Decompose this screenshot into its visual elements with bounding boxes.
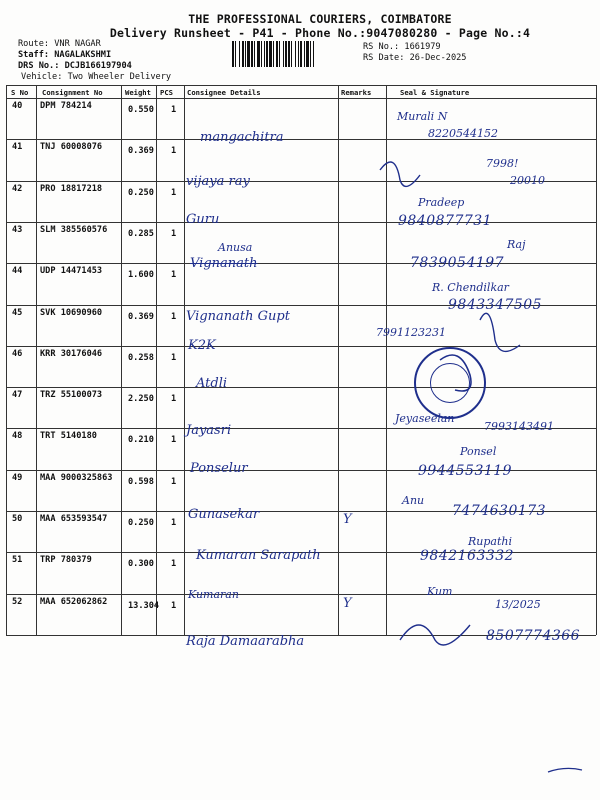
sno-cell: 43: [12, 224, 23, 235]
pcs-cell: 1: [171, 600, 177, 611]
sno-cell: 49: [12, 472, 23, 483]
pcs-cell: 1: [171, 146, 177, 157]
receiver-signature: Pradeep: [418, 196, 465, 209]
receiver-phone: 7474630173: [452, 503, 547, 519]
consignment-cell: UDP 14471453: [40, 266, 103, 277]
sno-cell: 42: [12, 183, 23, 194]
runsheet-meta-left: [18, 39, 171, 83]
runsheet-barcode: [232, 41, 360, 67]
sno-cell: 45: [12, 307, 23, 318]
receiver-phone: 9843347505: [448, 297, 543, 313]
table-row-divider: [6, 263, 596, 264]
weight-cell: 2.250: [128, 394, 154, 405]
vehicle-label: Vehicle: Two Wheeler Delivery: [21, 72, 172, 82]
table-row-divider: [6, 98, 596, 99]
table-row-divider: [6, 139, 596, 140]
consignee-signature-52a: Kumaran: [188, 588, 239, 601]
rs-date: RS Date: 26-Dec-2025: [363, 53, 467, 63]
consignee-signature-47: Atdli: [196, 376, 228, 391]
consignment-cell: SLM 385560576: [40, 224, 108, 235]
receiver-phone: 7998!: [486, 157, 519, 170]
pcs-cell: 1: [171, 187, 177, 198]
receiver-signature: Murali N: [397, 110, 448, 123]
pcs-cell: 1: [171, 476, 177, 487]
pcs-cell: 1: [171, 352, 177, 363]
consignee-signature-43: Anusa: [218, 241, 253, 254]
consignee-signature-49: Ponselur: [190, 461, 248, 476]
table-row-divider: [6, 222, 596, 223]
weight-cell: 0.285: [128, 228, 154, 239]
weight-cell: 1.600: [128, 270, 154, 281]
sno-cell: 52: [12, 596, 23, 607]
stamp-inner-ring: [430, 363, 470, 403]
receiver-phone: 9944553119: [418, 463, 513, 479]
header-sno: S No: [11, 88, 29, 97]
receiver-phone: 7991123231: [376, 326, 446, 339]
staff-label: Staff: NAGALAKSHMI: [18, 50, 112, 60]
weight-cell: 0.300: [128, 559, 154, 570]
table-row-divider: [6, 346, 596, 347]
sno-cell: 46: [12, 348, 23, 359]
barcode-bar: [314, 41, 316, 67]
receiver-signature: R. Chendilkar: [432, 281, 509, 294]
consignee-signature-50: Gunasekar: [188, 507, 260, 522]
receiver-signature: Jeyaseelan: [395, 412, 455, 425]
sno-cell: 41: [12, 142, 23, 153]
header-consignee: Consignee Details: [187, 88, 261, 97]
pcs-cell: 1: [171, 394, 177, 405]
consignment-cell: DPM 784214: [40, 101, 92, 111]
route-label: Route: VNR NAGAR: [18, 39, 101, 49]
consignment-cell: MAA 652062862: [40, 596, 108, 607]
pcs-cell: 1: [171, 311, 177, 322]
header-seal: Seal & Signature: [400, 88, 470, 97]
consignment-cell: SVK 10690960: [40, 307, 103, 318]
header-pcs: PCS: [160, 88, 173, 97]
pcs-cell: 1: [171, 435, 177, 446]
sno-cell: 48: [12, 431, 23, 442]
pcs-cell: 1: [171, 518, 177, 528]
weight-cell: 0.598: [128, 476, 154, 487]
struck-consignee-name: Vignanath: [190, 256, 258, 271]
drs-number: DRS No.: DCJB166197904: [18, 61, 132, 71]
table-column-divider: [596, 85, 597, 635]
consignment-cell: TRT 5140180: [40, 431, 97, 442]
consignee-signature-41: vijaya ray: [186, 174, 250, 189]
receiver-signature: Ponsel: [460, 445, 497, 458]
receiver-signature: Anu: [402, 494, 425, 507]
consignee-signature-45: Vignanath Gupt: [186, 309, 290, 324]
weight-cell: 0.250: [128, 187, 154, 198]
receiver-note: 20010: [510, 174, 545, 187]
weight-cell: 13.304: [128, 600, 160, 611]
sno-cell: 40: [12, 101, 23, 111]
receiver-phone: 7839054197: [410, 255, 505, 271]
weight-cell: 0.369: [128, 311, 154, 322]
table-row-divider: [6, 594, 596, 595]
receiver-phone: 8220544152: [428, 127, 498, 140]
receiver-phone: 9842163332: [420, 548, 515, 564]
weight-cell: 0.210: [128, 435, 154, 446]
pcs-cell: 1: [171, 270, 177, 281]
weight-cell: 0.250: [128, 518, 154, 528]
consignee-signature-42: Guru: [186, 212, 220, 227]
table-row-divider: [6, 181, 596, 182]
sno-cell: 47: [12, 390, 23, 401]
weight-cell: 0.258: [128, 352, 154, 363]
company-title: THE PROFESSIONAL COURIERS, COIMBATORE: [188, 12, 452, 26]
pcs-cell: 1: [171, 105, 177, 115]
consignee-signature-40: mangachitra: [200, 130, 284, 145]
weight-cell: 0.369: [128, 146, 154, 157]
consignee-signature-52b: Raja Damaarabha: [186, 634, 305, 649]
remark-mark-50: Y: [343, 512, 352, 527]
receiver-signature: Raj: [507, 238, 526, 251]
company-seal-stamp: [414, 347, 486, 419]
consignee-signature-51: Kumaran Sarapath: [196, 548, 321, 563]
table-row-divider: [6, 387, 596, 388]
consignment-cell: MAA 653593547: [40, 514, 108, 524]
sno-cell: 50: [12, 514, 23, 524]
receiver-phone: 8507774366: [486, 628, 581, 644]
pcs-cell: 1: [171, 559, 177, 570]
consignee-signature-46: K2K: [188, 338, 216, 353]
consignment-cell: TRZ 55100073: [40, 390, 103, 401]
delivery-table: [6, 85, 596, 665]
weight-cell: 0.550: [128, 105, 154, 115]
receiver-signature: Rupathi: [468, 535, 512, 548]
pcs-cell: 1: [171, 228, 177, 239]
receiver-phone: 9840877731: [398, 213, 493, 229]
consignment-cell: KRR 30176046: [40, 348, 103, 359]
header-remarks: Remarks: [341, 88, 372, 97]
table-row-divider: [6, 85, 596, 86]
remark-mark-52: Y: [343, 596, 352, 611]
consignee-signature-48: Jayasri: [186, 423, 232, 438]
consignment-cell: MAA 9000325863: [40, 472, 113, 483]
receiver-date: 13/2025: [495, 598, 541, 611]
sno-cell: 51: [12, 555, 23, 566]
runsheet-meta-right: [363, 42, 466, 64]
receiver-phone: 7993143491: [484, 420, 554, 433]
consignment-cell: PRO 18817218: [40, 183, 103, 194]
rs-number: RS No.: 1661979: [363, 42, 441, 52]
sno-cell: 44: [12, 266, 23, 277]
header-weight: Weight: [125, 88, 151, 97]
receiver-signature: Kum: [427, 585, 453, 598]
header-consignment: Consignment No: [42, 88, 103, 97]
consignment-cell: TNJ 60008076: [40, 142, 103, 153]
consignment-cell: TRP 780379: [40, 555, 92, 566]
runsheet-subtitle: Delivery Runsheet - P41 - Phone No.:9047080280 - Page No.:4: [109, 26, 531, 40]
